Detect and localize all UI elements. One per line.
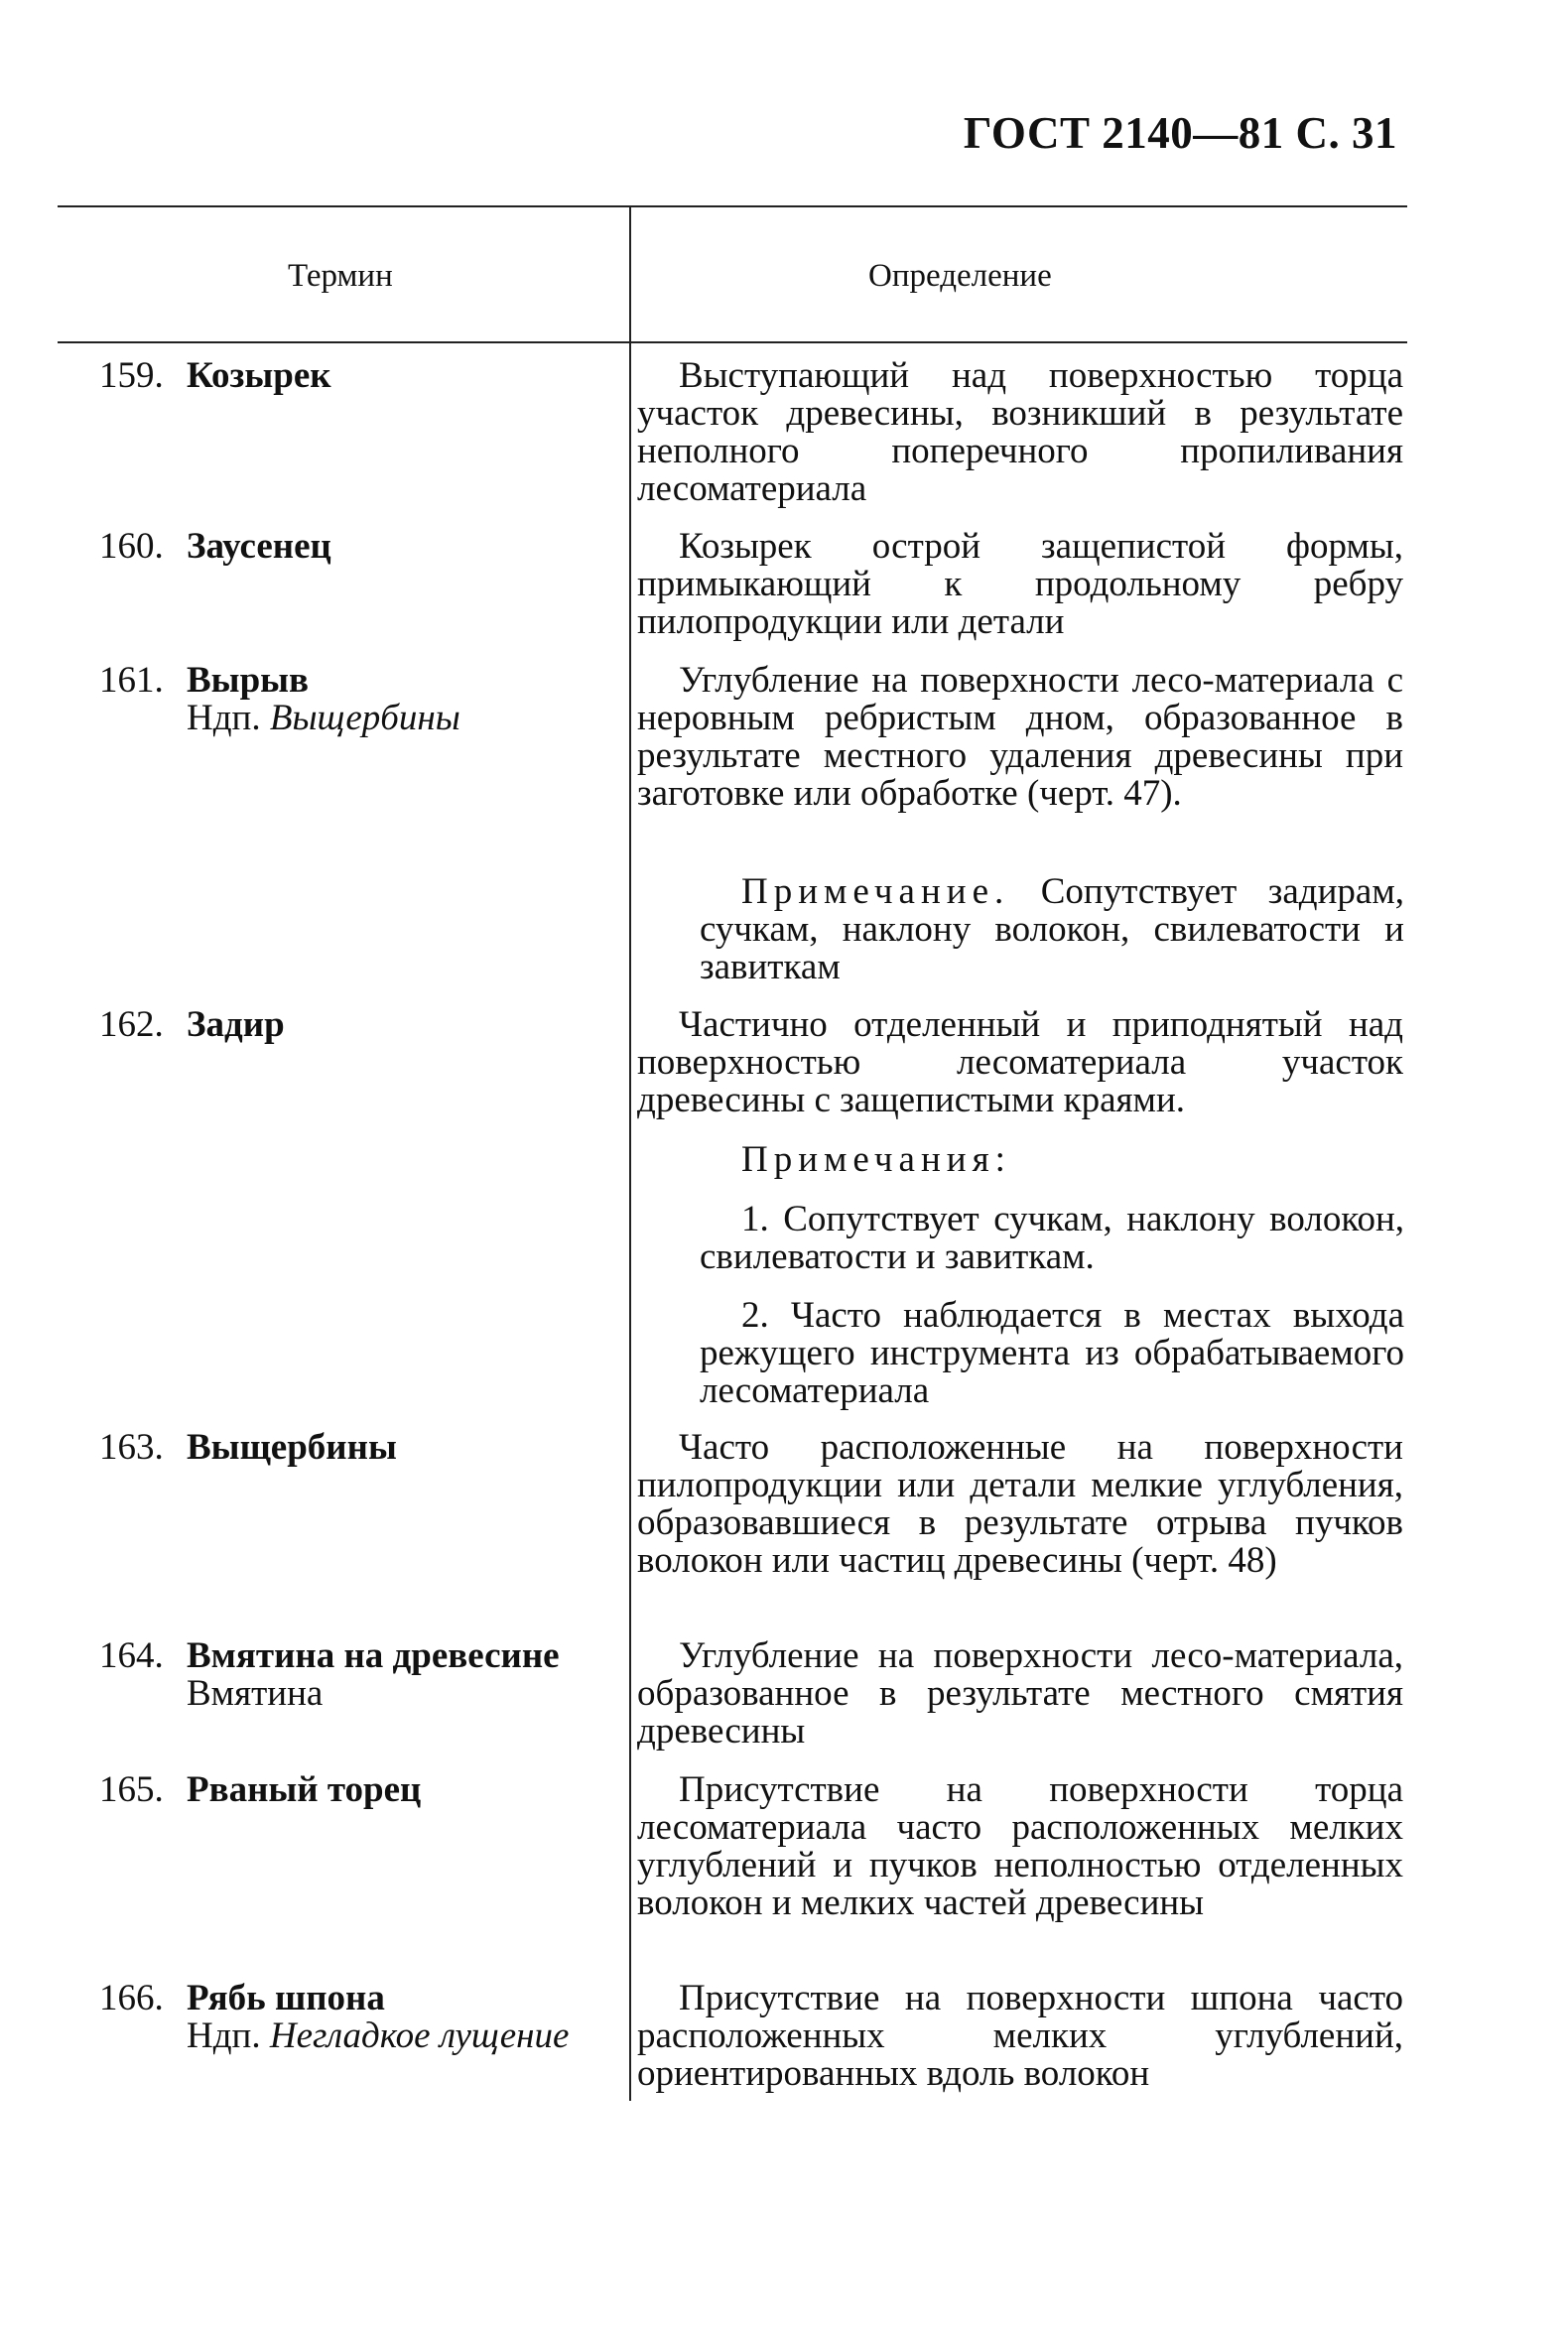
term-cell	[99, 1006, 615, 1044]
definition-text: Козырек острой защепистой формы, примыкающий к продольному ребру пилопродукции или детали	[637, 526, 1403, 642]
note-label: Примечание.	[741, 871, 1010, 912]
term-synonym: Вмятина	[187, 1673, 324, 1714]
term-number: 165.	[99, 1769, 164, 1810]
definition-text: Присутствие на поверхности торца лесоматериала часто расположенных мелких углублений и пучков неполностью отделенных волокон и мелких частей древесины	[637, 1769, 1403, 1923]
term-cell	[99, 662, 615, 737]
definition-cell	[637, 1771, 1403, 1922]
deprecated-label: Ндп.	[187, 2015, 261, 2056]
definition-text: Углубление на поверхности лесо-материала, образованное в результате местного смятия древесины	[637, 1635, 1403, 1752]
column-divider	[629, 205, 631, 2101]
definition-text: Частично отделенный и приподнятый над поверхностью лесоматериала участок древесины с защепистыми краями.	[637, 1004, 1403, 1120]
term-name: Выщербины	[187, 1427, 397, 1468]
term-cell	[99, 1637, 615, 1713]
note-item: 2. Часто наблюдается в местах выхода режущего инструмента из обрабатываемого лесоматериала	[700, 1295, 1404, 1411]
column-header-term: Термин	[288, 258, 393, 294]
definition-text: Выступающий над поверхностью торца участок древесины, возникший в результате неполного поперечного пропиливания лесоматериала	[637, 355, 1403, 509]
definition-cell	[637, 1980, 1403, 2093]
definition-cell	[637, 528, 1403, 641]
column-header-definition: Определение	[868, 258, 1052, 294]
definition-cell	[637, 1637, 1403, 1751]
deprecated-label: Ндп.	[187, 698, 261, 738]
term-name: Заусенец	[187, 526, 331, 567]
term-cell	[99, 1980, 615, 2055]
term-number: 159.	[99, 355, 164, 396]
table-top-rule	[58, 205, 1407, 207]
term-cell	[99, 528, 615, 566]
term-number: 164.	[99, 1635, 164, 1676]
definition-text: Часто расположенные на поверхности пилопродукции или детали мелкие углубления, образовавшиеся в результате отрыва пучков волокон или частиц древесины (черт. 48)	[637, 1427, 1403, 1581]
term-cell	[99, 1429, 615, 1467]
notes-label: Примечания:	[741, 1139, 1011, 1180]
note-text: Сопутствует задирам, сучкам, наклону волокон, свилеватости и завиткам	[700, 871, 1404, 987]
definition-cell	[637, 1006, 1403, 1119]
term-name: Вырыв	[187, 660, 310, 701]
note	[700, 873, 1404, 986]
term-number: 166.	[99, 1978, 164, 2018]
term-name: Рваный торец	[187, 1769, 422, 1810]
definition-text: Присутствие на поверхности шпона часто расположенных мелких углублений, ориентированных вдоль волокон	[637, 1978, 1403, 2094]
definition-text: Углубление на поверхности лесо-материала с неровным ребристым дном, образованное в результате местного удаления древесины при заготовке или обработке (черт. 47).	[637, 660, 1403, 814]
deprecated-term: Негладкое лущение	[269, 2015, 570, 2056]
term-number: 161.	[99, 660, 164, 701]
page-header: ГОСТ 2140—81 С. 31	[963, 108, 1397, 158]
definition-cell	[637, 1429, 1403, 1580]
note-item: 1. Сопутствует сучкам, наклону волокон, свилеватости и завиткам.	[700, 1199, 1404, 1277]
term-name: Вмятина на древесине	[187, 1635, 560, 1676]
term-name: Рябь шпона	[187, 1978, 385, 2018]
term-number: 160.	[99, 526, 164, 567]
term-number: 163.	[99, 1427, 164, 1468]
definition-cell	[637, 662, 1403, 813]
term-number: 162.	[99, 1004, 164, 1045]
deprecated-term: Выщербины	[269, 698, 460, 738]
term-cell	[99, 357, 615, 395]
header-rule	[58, 341, 1407, 343]
term-name: Задир	[187, 1004, 285, 1045]
notes-label-block	[700, 1141, 1404, 1179]
term-name: Козырек	[187, 355, 331, 396]
term-cell	[99, 1771, 615, 1809]
definition-cell	[637, 357, 1403, 508]
